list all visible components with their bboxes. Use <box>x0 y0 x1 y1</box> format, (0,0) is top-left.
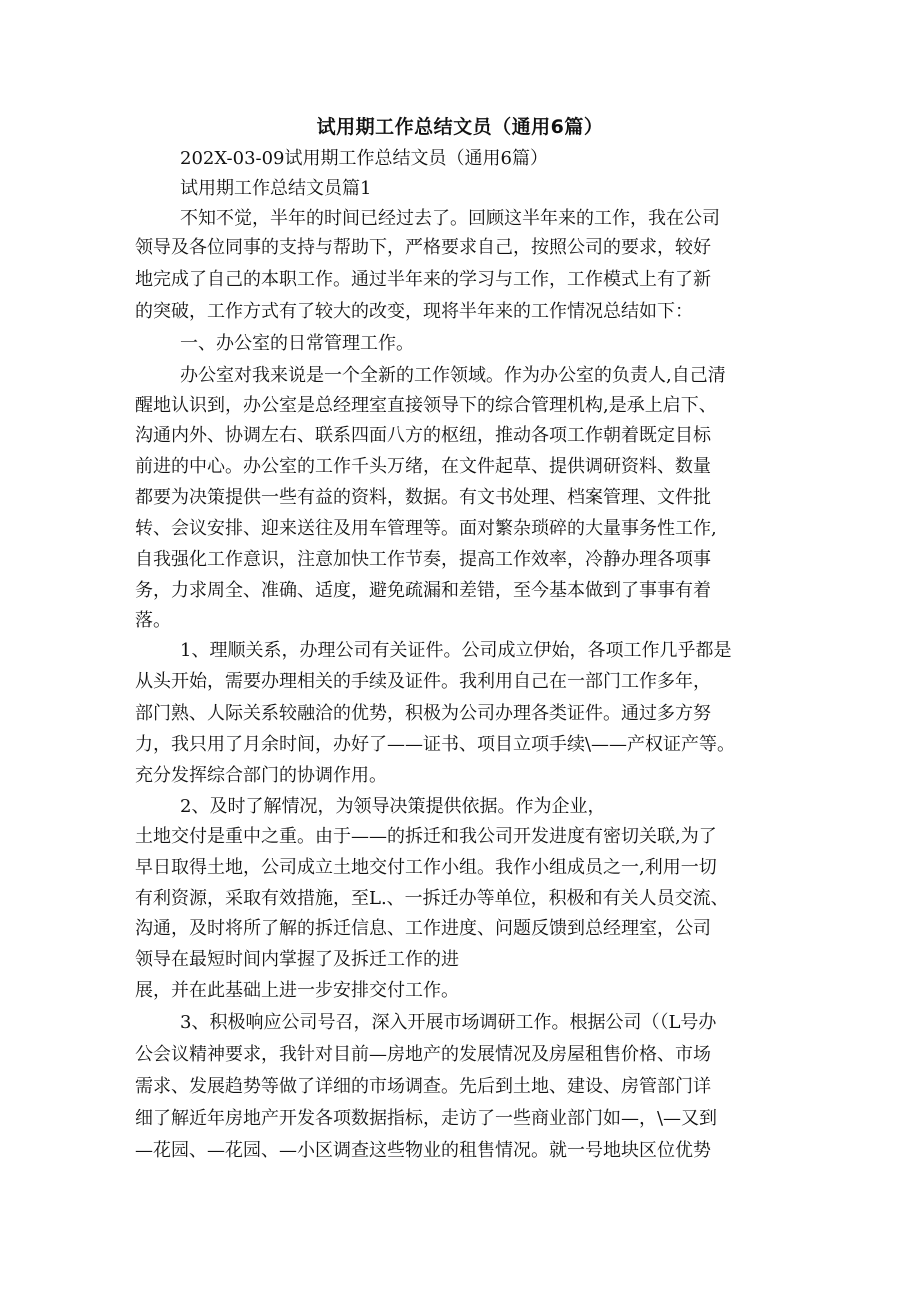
paragraph-line: 务，力求周全、准确、适度，避免疏漏和差错，至今基本做到了事事有着 <box>135 580 711 601</box>
paragraph-line: 的突破，工作方式有了较大的改变，现将半年来的工作情况总结如下： <box>135 301 693 322</box>
paragraph-line: 领导及各位同事的支持与帮助下，严格要求自己，按照公司的要求，较好 <box>135 237 711 258</box>
paragraph-line: 沟通，及时将所了解的拆迁信息、工作进度、问题反馈到总经理室，公司 <box>135 918 711 939</box>
paragraph-line: 有利资源，采取有效措施，至L.、一拆迁办等单位，积极和有关人员交流、 <box>135 888 729 909</box>
date-line: 202X-03-09试用期工作总结文员（通用6篇） <box>180 148 548 169</box>
paragraph-line: 醒地认识到，办公室是总经理室直接领导下的综合管理机构,是承上启下、 <box>135 395 717 416</box>
section-heading: 试用期工作总结文员篇1 <box>180 178 372 199</box>
subheading: 一、办公室的日常管理工作。 <box>180 333 414 354</box>
paragraph-line: 2、及时了解情况，为领导决策提供依据。作为企业， <box>180 796 606 817</box>
paragraph-line: 3、积极响应公司号召，深入开展市场调研工作。根据公司（（L号办 <box>180 1012 717 1033</box>
paragraph-line: 部门熟、人际关系较融洽的优势，积极为公司办理各类证件。通过多方努 <box>135 703 711 724</box>
paragraph-line: 领导在最短时间内掌握了及拆迁工作的进 <box>135 949 459 970</box>
paragraph-line: 从头开始，需要办理相关的手续及证件。我利用自己在一部门工作多年， <box>135 671 711 692</box>
paragraph-line: 展，并在此基础上进一步安排交付工作。 <box>135 980 459 1001</box>
paragraph-line: —花园、—花园、—小区调查这些物业的租售情况。就一号地块区位优势 <box>135 1140 711 1161</box>
paragraph-line: 地完成了自己的本职工作。通过半年来的学习与工作，工作模式上有了新 <box>135 269 711 290</box>
paragraph-line: 自我强化工作意识，注意加快工作节奏，提高工作效率，冷静办理各项事 <box>135 549 711 570</box>
document-title: 试用期工作总结文员（通用6篇） <box>316 116 604 138</box>
paragraph-line: 公会议精神要求，我针对目前—房地产的发展情况及房屋租售价格、市场 <box>135 1044 711 1065</box>
paragraph-line: 需求、发展趋势等做了详细的市场调查。先后到土地、建设、房管部门详 <box>135 1076 711 1097</box>
paragraph-line: 不知不觉，半年的时间已经过去了。回顾这半年来的工作，我在公司 <box>180 208 720 229</box>
paragraph-line: 土地交付是重中之重。由于——的拆迁和我公司开发进度有密切关联,为了 <box>135 826 717 847</box>
paragraph-line: 前进的中心。办公室的工作千头万绪，在文件起草、提供调研资料、数量 <box>135 456 711 477</box>
paragraph-line: 早日取得土地，公司成立土地交付工作小组。我作小组成员之一,利用一切 <box>135 857 717 878</box>
paragraph-line: 落。 <box>135 610 171 631</box>
paragraph-line: 细了解近年房地产开发各项数据指标，走访了一些商业部门如—，\—又到 <box>135 1108 718 1129</box>
paragraph-line: 办公室对我来说是一个全新的工作领域。作为办公室的负责人,自己清 <box>180 365 726 386</box>
paragraph-line: 都要为决策提供一些有益的资料，数据。有文书处理、档案管理、文件批 <box>135 487 711 508</box>
paragraph-line: 力，我只用了月余时间，办好了——证书、项目立项手续\——产权证产等。 <box>135 734 736 755</box>
paragraph-line: 1、理顺关系，办理公司有关证件。公司成立伊始，各项工作几乎都是 <box>180 640 732 661</box>
paragraph-line: 沟通内外、协调左右、联系四面八方的枢纽，推动各项工作朝着既定目标 <box>135 425 711 446</box>
paragraph-line: 充分发挥综合部门的协调作用。 <box>135 765 387 786</box>
paragraph-line: 转、会议安排、迎来送往及用车管理等。面对繁杂琐碎的大量事务性工作, <box>135 518 717 539</box>
